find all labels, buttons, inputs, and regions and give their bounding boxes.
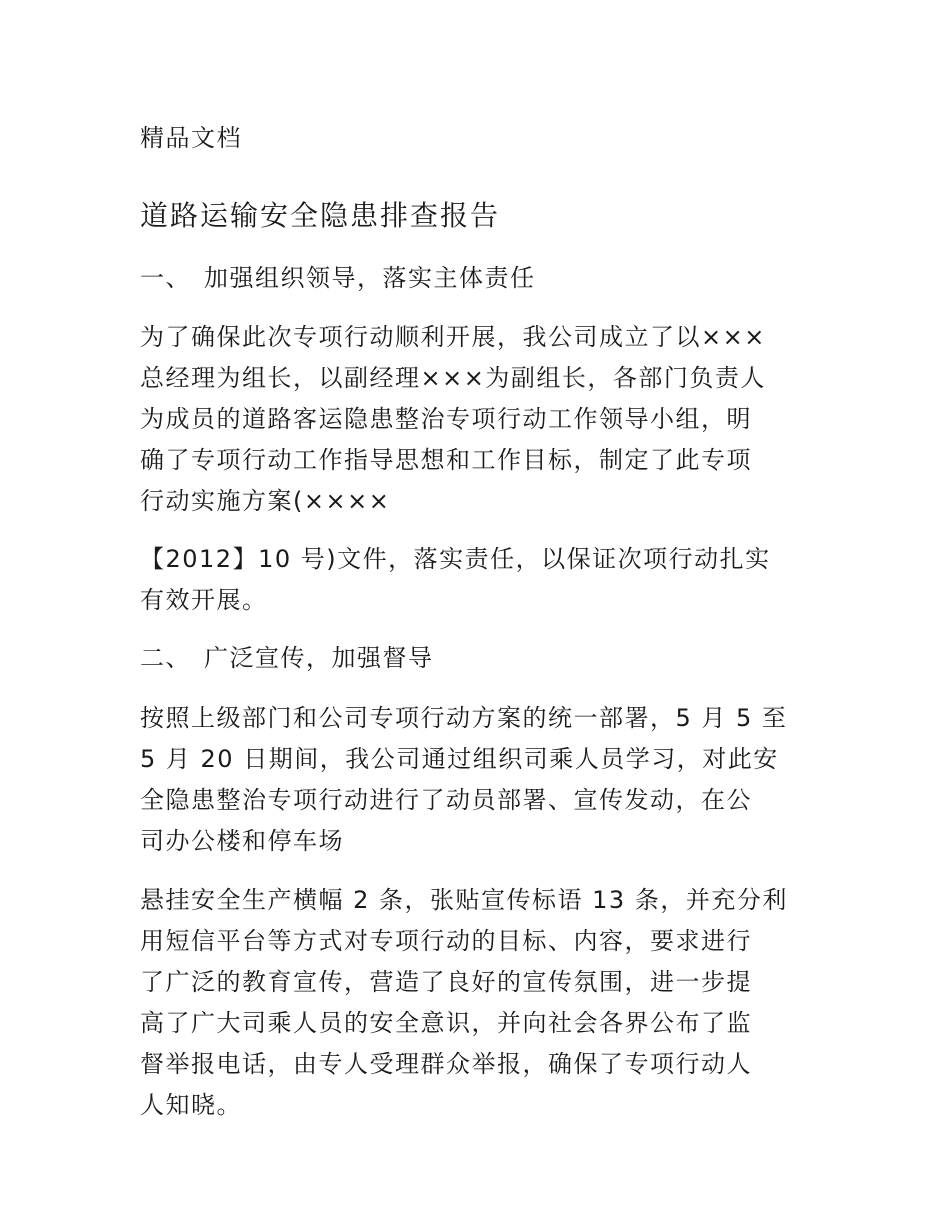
paragraph-line: 督举报电话，由专人受理群众举报，确保了专项行动人 (140, 1050, 752, 1078)
paragraph-line: 悬挂安全生产横幅 2 条，张贴宣传标语 13 条，并充分利 (140, 886, 788, 914)
paragraph-line: 行动实施方案(×××× (140, 487, 391, 515)
paragraph-line: 司办公楼和停车场 (140, 827, 344, 855)
section-number: 二、 (140, 644, 191, 672)
paragraph-line: 【2012】10 号)文件，落实责任，以保证次项行动扎实 (140, 545, 771, 573)
paragraph-line: 按照上级部门和公司专项行动方案的统一部署，5 月 5 至 (140, 704, 788, 732)
paragraph-line: 为了确保此次专项行动顺利开展，我公司成立了以××× (140, 323, 766, 351)
paragraph-line: 5 月 20 日期间，我公司通过组织司乘人员学习，对此安 (140, 745, 779, 773)
paragraph-line: 了广泛的教育宣传，营造了良好的宣传氛围，进一步提 (140, 968, 752, 996)
section-heading-1 (140, 258, 536, 298)
section-number: 一、 (140, 264, 191, 292)
paragraph-line: 确了专项行动工作指导思想和工作目标，制定了此专项 (140, 446, 752, 474)
document-header: 精品文档 (140, 124, 242, 152)
paragraph-line: 总经理为组长，以副经理×××为副组长，各部门负责人 (140, 364, 766, 392)
paragraph-line: 为成员的道路客运隐患整治专项行动工作领导小组，明 (140, 405, 752, 433)
document-title: 道路运输安全隐患排查报告 (140, 199, 501, 232)
paragraph-line: 用短信平台等方式对专项行动的目标、内容，要求进行 (140, 927, 752, 955)
section-heading-text: 广泛宣传，加强督导 (204, 644, 434, 672)
paragraph-line: 有效开展。 (140, 586, 268, 614)
section-heading-2 (140, 638, 434, 678)
paragraph-line: 全隐患整治专项行动进行了动员部署、宣传发动，在公 (140, 786, 752, 814)
paragraph-line: 人知晓。 (140, 1091, 242, 1119)
paragraph-line: 高了广大司乘人员的安全意识，并向社会各界公布了监 (140, 1009, 752, 1037)
section-heading-text: 加强组织领导，落实主体责任 (204, 264, 536, 292)
